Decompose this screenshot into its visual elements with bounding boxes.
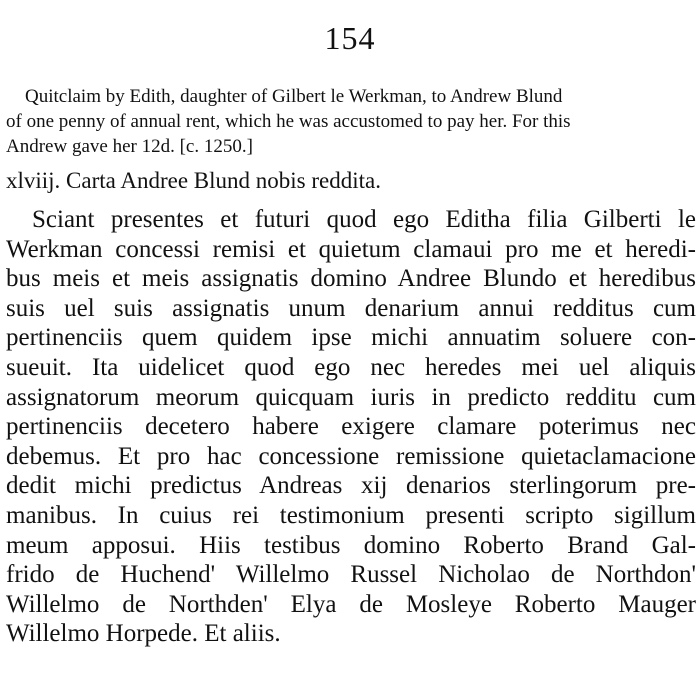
charter-line: frido de Huchend' Willelmo Russel Nicholao de Northdon' xyxy=(6,561,696,589)
summary-line: Andrew gave her 12d. [c. 1250.] xyxy=(6,136,253,157)
summary-line: of one penny of annual rent, which he was accustomed to pay her. For this xyxy=(6,111,571,132)
charter-line: debemus. Et pro hac concessione remissione quietaclamacione xyxy=(6,442,696,470)
charter-heading: xlviij. Carta Andree Blund nobis reddita. xyxy=(6,168,381,193)
charter-line: Willelmo de Northden' Elya de Mosleye Roberto Mauger xyxy=(6,590,696,618)
summary-line: Quitclaim by Edith, daughter of Gilbert le Werkman, to Andrew Blund xyxy=(6,86,563,107)
charter-line: suis uel suis assignatis unum denarium annui redditus cum xyxy=(6,294,696,322)
document-summary xyxy=(6,84,696,159)
charter-line: dedit michi predictus Andreas xij denarios sterlingorum pre- xyxy=(6,472,696,500)
charter-line: assignatorum meorum quicquam iuris in predicto redditu cum xyxy=(6,383,696,411)
charter-line: sueuit. Ita uidelicet quod ego nec heredes mei uel aliquis xyxy=(6,353,696,381)
charter-line: Werkman concessi remisi et quietum clamaui pro me et heredi- xyxy=(6,235,696,263)
page-number: 154 xyxy=(324,20,376,56)
charter-line: manibus. In cuius rei testimonium presenti scripto sigillum xyxy=(6,501,696,529)
charter-line: bus meis et meis assignatis domino Andree Blundo et heredibus xyxy=(6,265,696,293)
charter-line: Willelmo Horpede. Et aliis. xyxy=(6,620,281,648)
charter-line: pertinenciis quem quidem ipse michi annuatim soluere con- xyxy=(6,324,696,352)
charter-text xyxy=(6,205,696,649)
charter-line: pertinenciis decetero habere exigere clamare poterimus nec xyxy=(6,413,696,441)
charter-line: meum apposui. Hiis testibus domino Roberto Brand Gal- xyxy=(6,531,696,559)
charter-line: Sciant presentes et futuri quod ego Editha filia Gilberti le xyxy=(32,206,696,233)
